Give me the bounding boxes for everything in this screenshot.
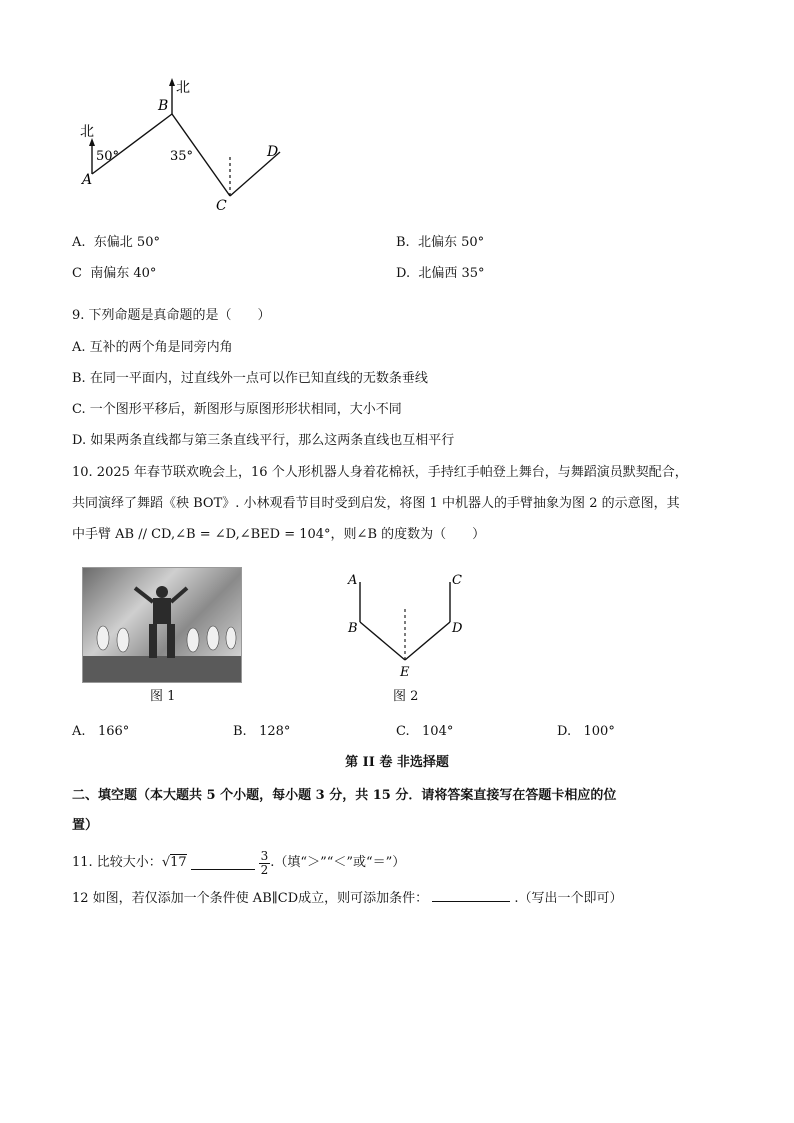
figure-1-caption: 图 1: [150, 689, 176, 704]
figure-2-caption: 图 2: [393, 689, 419, 704]
q9-option-c: C. 一个图形平移后，新图形与原图形形状相同，大小不同: [72, 402, 402, 417]
option-letter: C.: [396, 724, 410, 739]
fraction-denominator: 2: [260, 862, 269, 877]
robot-dance-photo: [82, 567, 242, 683]
q12: [72, 889, 623, 908]
q10-line-1: 10. 2025 年春节联欢晚会上，16 个人形机器人身着花棉袄，手持红手帕登上舞台，与舞蹈演员默契配合，: [72, 465, 688, 480]
q8-option-b: [396, 234, 484, 252]
point-label-d: D: [267, 144, 279, 160]
option-letter: A.: [72, 235, 86, 250]
q9-option-d: D. 如果两条直线都与第三条直线平行，那么这两条直线也互相平行: [72, 433, 455, 448]
q10-option-b: [233, 723, 290, 741]
point-label-e: E: [400, 665, 410, 680]
q9-stem: 9. 下列命题是真命题的是（ ）: [72, 308, 271, 323]
point-label-d: D: [452, 621, 463, 636]
point-label-c: C: [216, 198, 227, 214]
option-text: 100°: [583, 724, 615, 739]
answer-blank[interactable]: [191, 857, 255, 870]
option-text: 北偏西 35°: [418, 266, 485, 281]
q10-option-d: [557, 723, 615, 741]
q10-line-3: 中手臂 AB // CD,∠B = ∠D,∠BED = 104°，则∠B 的度数为（ ）: [72, 527, 486, 542]
arm-diagram: [340, 568, 470, 680]
q8-option-a: [72, 234, 160, 252]
option-text: 东偏北 50°: [93, 235, 160, 250]
option-letter: C: [72, 266, 82, 281]
point-label-c: C: [452, 573, 462, 588]
option-text: 104°: [422, 724, 454, 739]
q11: [72, 849, 405, 877]
option-text: 128°: [259, 724, 291, 739]
option-letter: D.: [396, 266, 411, 281]
bearing-figure: [70, 70, 300, 220]
fraction: [259, 850, 271, 877]
north-label-b: 北: [176, 80, 190, 96]
option-text: 北偏东 50°: [417, 235, 485, 250]
part-2-heading-line-1: 二、填空题（本大题共 5 个小题，每小题 3 分，共 15 分．请将答案直接写在答题卡相应的位: [72, 788, 617, 803]
option-letter: B.: [396, 235, 410, 250]
option-text: 166°: [97, 724, 130, 739]
point-label-a: A: [82, 172, 93, 188]
fraction-numerator: 3: [260, 848, 269, 863]
q12-text-before: 12 如图，若仅添加一个条件使 AB∥CD成立，则可添加条件：: [72, 891, 429, 906]
q8-option-c: [72, 265, 156, 283]
point-label-a: A: [348, 573, 358, 588]
radicand: 17: [170, 855, 187, 870]
north-label-a: 北: [80, 124, 94, 140]
q10-line-2: 共同演绎了舞蹈《秧 BOT》. 小林观看节目时受到启发，将图 1 中机器人的手臂抽象为图 2 的示意图，其: [72, 496, 680, 511]
angle-label-b: 35°: [170, 149, 194, 164]
q9-option-a: A. 互补的两个角是同旁内角: [72, 340, 233, 355]
option-letter: A.: [72, 724, 86, 739]
part-2-heading-line-2: 置）: [72, 818, 99, 833]
angle-label-a: 50°: [96, 149, 120, 164]
q10-option-a: [72, 723, 129, 741]
point-label-b: B: [348, 621, 358, 636]
point-label-b: B: [158, 98, 169, 114]
q10-option-c: [396, 723, 453, 741]
option-letter: D.: [557, 724, 572, 739]
answer-blank[interactable]: [432, 889, 510, 902]
sqrt-expression: √17: [161, 855, 187, 870]
volume-title: 第 II 卷 非选择题: [345, 755, 449, 770]
robot-dance-illustration: [83, 568, 241, 682]
q8-option-d: [396, 265, 485, 283]
q11-suffix: .（填“＞”“＜”或“＝”）: [270, 855, 406, 870]
option-letter: B.: [233, 724, 247, 739]
q12-text-after: .（写出一个即可）: [514, 891, 623, 906]
q9-option-b: B. 在同一平面内，过直线外一点可以作已知直线的无数条垂线: [72, 371, 428, 386]
option-text: 南偏东 40°: [90, 266, 157, 281]
q11-prefix: 11. 比较大小：: [72, 855, 162, 870]
